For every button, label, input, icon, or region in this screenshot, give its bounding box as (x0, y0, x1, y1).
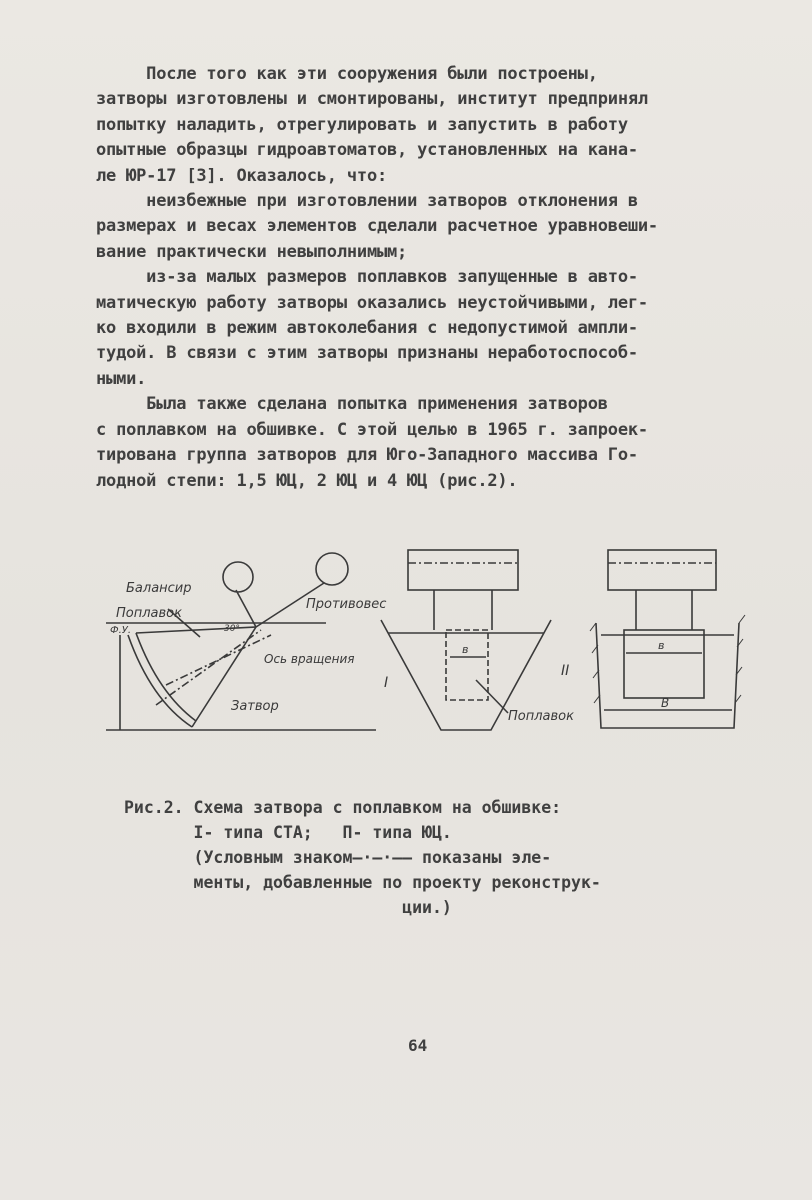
text-line: тудой. В связи с этим затворы признаны неработоспособ- (96, 343, 638, 364)
reconstruction-line (156, 630, 261, 705)
hatch (590, 623, 596, 631)
caption-line: (Условным знаком—·—·—— показаны эле- (124, 848, 552, 867)
text-line: Была также сделана попытка применения затворов (96, 394, 608, 415)
label-float: Поплавок (116, 606, 182, 621)
label-float-2: Поплавок (508, 709, 574, 724)
gate-skin-inner (136, 633, 196, 721)
caption-line: I- типа СТА; П- типа ЮЦ. (124, 823, 452, 842)
text-line: тирована группа затворов для Юго-Западного массива Го- (96, 445, 638, 466)
hatch (739, 615, 745, 623)
label-axis: Ось вращения (264, 652, 355, 666)
text-line: размерах и весах элементов сделали расчетное уравновеши- (96, 216, 658, 237)
rect-canal (596, 623, 739, 728)
text-line: ными. (96, 368, 147, 389)
caption-line: менты, добавленные по проекту реконструк- (124, 873, 601, 892)
text-line: неизбежные при изготовлении затворов отклонения в (96, 191, 638, 212)
text-line: вание практически невыполнимым; (96, 241, 408, 262)
balancer-rod (236, 590, 256, 627)
hoist-box-right (608, 550, 716, 590)
page-number: 64 (408, 1036, 428, 1055)
label-b-big: В (661, 696, 670, 710)
balancer-weight (223, 562, 253, 592)
label-balancer: Балансир (126, 581, 192, 596)
label-type2: II (561, 663, 570, 679)
label-type1: I (384, 675, 389, 691)
label-b-small: в (658, 639, 665, 652)
text-line: затворы изготовлены и смонтированы, институт предпринял (96, 89, 648, 110)
figure-caption (124, 795, 724, 920)
label-angle: 30° (224, 624, 240, 634)
float-box (446, 630, 488, 700)
text-line: из-за малых размеров поплавков запущенные в авто- (96, 267, 638, 288)
text-line: с поплавком на обшивке. С этой целью в 1965 г. запроек- (96, 419, 648, 440)
counterweight (316, 553, 348, 585)
body-text (96, 62, 776, 494)
text-line: ле ЮР-17 [3]. Оказалось, что: (96, 165, 388, 186)
text-line: матическую работу затворы оказались неустойчивыми, лег- (96, 292, 648, 313)
text-line: попытку наладить, отрегулировать и запустить в работу (96, 114, 628, 135)
caption-line: Рис.2. Схема затвора с поплавком на обшивке: (124, 798, 562, 817)
label-counterweight: Противовес (306, 597, 387, 612)
text-line: опытные образцы гидроавтоматов, установленных на кана- (96, 140, 638, 161)
text-line: ко входили в режим автоколебания с недопустимой ампли- (96, 318, 638, 339)
gate-diagram (96, 535, 746, 750)
hoist-box (408, 550, 518, 590)
reconstruction-line (166, 635, 271, 685)
float-pointer-2 (476, 680, 508, 713)
label-gate: Затвор (231, 699, 279, 714)
label-water-level: Ф.У. (110, 625, 132, 636)
text-line: После того как эти сооружения были построены, (96, 64, 598, 84)
label-b-mid: в (462, 643, 469, 656)
caption-line: ции.) (124, 898, 452, 917)
text-line: лодной степи: 1,5 ЮЦ, 2 ЮЦ и 4 ЮЦ (рис.2). (96, 470, 518, 491)
